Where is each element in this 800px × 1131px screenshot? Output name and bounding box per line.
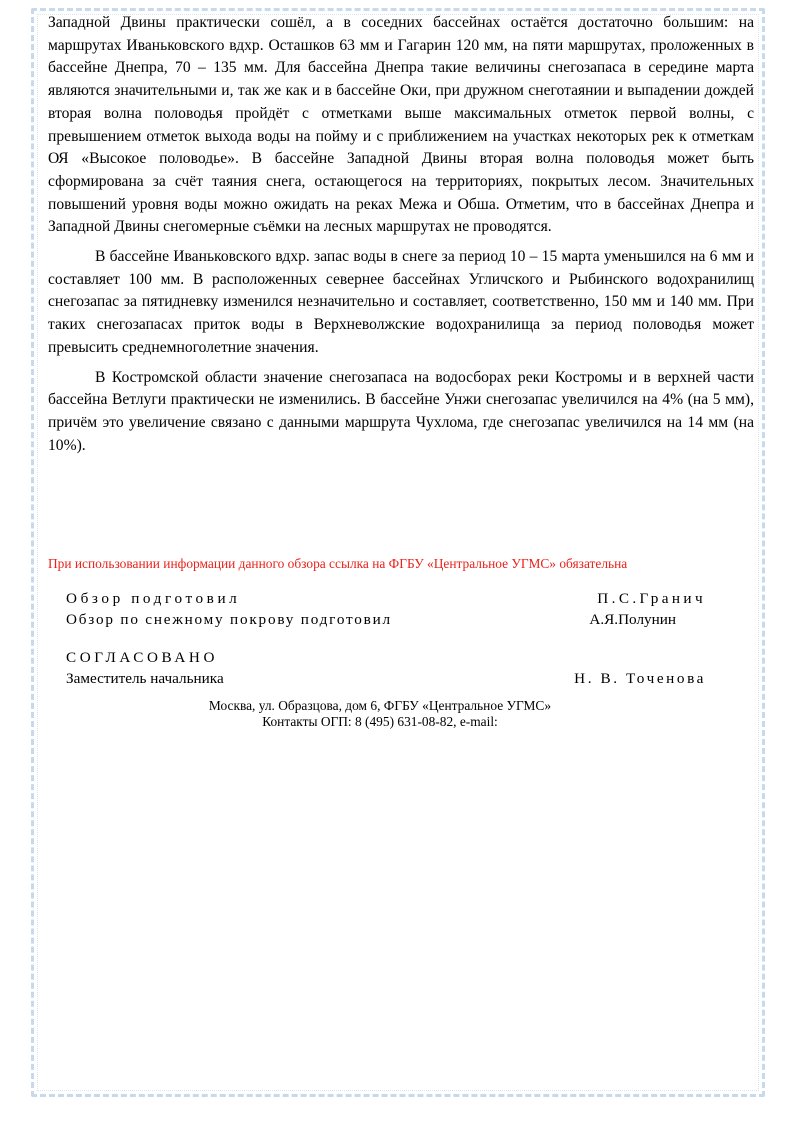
paragraph-kostroma-region: В Костромской области значение снегозапаса на водосборах реки Костромы и в верхней части бассейна Ветлуги практически не изменились. В бассейне Унжи снегозапас увеличился на 4% (на 5 мм), причём это увеличение связано с данными маршрута Чухлома, где снегозапас увеличился на 14 мм (на 10%). <box>48 368 754 454</box>
signature-row-deputy <box>66 668 706 689</box>
approved-heading: СОГЛАСОВАНО <box>66 649 219 666</box>
prepared-label: Обзор подготовил <box>66 590 241 607</box>
paragraph-ivankovo-reservoir: В бассейне Иваньковского вдхр. запас воды в снеге за период 10 – 15 марта уменьшился на 6 мм и составляет 100 мм. В расположенных севернее бассейнах Угличского и Рыбинского водохранилищ снегозапас за пятидневку изменился незначительно и составляет, соответственно, 150 мм и 140 мм. При таких снегозапасах приток воды в Верхневолжские водохранилища за период половодья может превысить среднемноголетние значения. <box>48 248 754 356</box>
snow-label: Обзор по снежному покрову подготовил <box>66 611 392 628</box>
citation-notice: При использовании информации данного обзора ссылка на ФГБУ «Центральное УГМС» обязательна <box>48 556 628 571</box>
prepared-name: П.С.Гранич <box>597 590 706 607</box>
document-body <box>48 12 754 464</box>
signature-block-approved <box>66 647 706 689</box>
signature-row-snow <box>66 609 706 630</box>
signature-block-prepared <box>66 588 706 630</box>
snow-name: А.Я.Полунин <box>589 611 676 628</box>
footer <box>0 698 760 730</box>
footer-address: Москва, ул. Образцова, дом 6, ФГБУ «Центральное УГМС» <box>208 698 552 713</box>
deputy-label: Заместитель начальника <box>66 670 224 687</box>
footer-contacts: Контакты ОГП: 8 (495) 631-08-82, e-mail: <box>262 714 498 729</box>
deputy-name: Н. В. Точенова <box>574 670 706 687</box>
paragraph-western-dvina: Западной Двины практически сошёл, а в соседних бассейнах остаётся достаточно большим: на маршрутах Иваньковского вдхр. Осташков 63 мм и Гагарин 120 мм, на пяти маршрутах, проложенных в бассейне Днепра, 70 – 135 мм. Для бассейна Днепра такие величины снегозапаса в середине марта являются значительными и, так же как и в бассейне Оки, при дружном снеготаянии и выпадении дождей вторая волна половодья пройдёт с отметками выше максимальных отметок первой волны, с превышением отметок выхода воды на пойму и с приближением на участках некоторых рек к отметкам ОЯ «Высокое половодье». В бассейне Западной Двины вторая волна половодья может быть сформирована за счёт таяния снега, остающегося на территориях, покрытых лесом. Значительных повышений уровня воды можно ожидать на реках Межа и Обша. Отметим, что в бассейнах Днепра и Западной Двины снегомерные съёмки на лесных маршрутах не проводятся. <box>48 14 754 236</box>
approved-heading-row <box>66 647 706 668</box>
signature-row-prepared <box>66 588 706 609</box>
